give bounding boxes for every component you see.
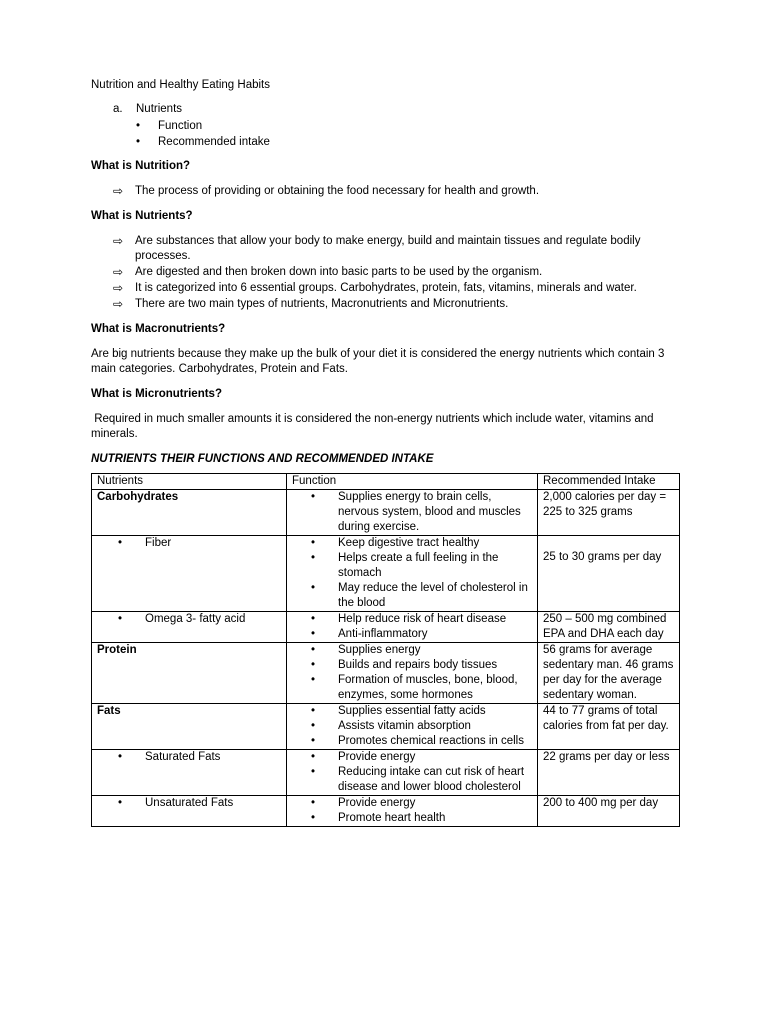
table-header-row xyxy=(92,474,680,490)
outline-subitem: • Recommended intake xyxy=(136,136,270,148)
arrow-right-icon: ⇨ xyxy=(113,234,124,248)
bullet-icon: • xyxy=(118,797,123,809)
bullet-icon: • xyxy=(311,751,316,763)
intake-cell: 56 grams for average sedentary man. 46 grams per day for the average sedentary woman. xyxy=(538,643,680,704)
section-question: What is Nutrients? xyxy=(91,210,193,222)
section-paragraph: Are big nutrients because they make up the bulk of your diet it is considered the energy nutrients which contain 3 main categories. Carbohydrates, Protein and Fats. xyxy=(91,348,665,375)
section-paragraph: Required in much smaller amounts it is considered the non-energy nutrients which include water, vitamins and minerals. xyxy=(91,413,657,440)
bullet-icon: • xyxy=(311,491,316,503)
topic-outline xyxy=(91,102,681,150)
intake-cell: 44 to 77 grams of total calories from fat per day. xyxy=(538,704,680,750)
bullet-icon: • xyxy=(118,613,123,625)
arrow-right-icon: ⇨ xyxy=(113,297,124,311)
intake-cell: 2,000 calories per day = 225 to 325 grams xyxy=(538,490,680,536)
table-row xyxy=(92,490,680,536)
document-title: Nutrition and Healthy Eating Habits xyxy=(91,79,270,91)
table-heading: NUTRIENTS THEIR FUNCTIONS AND RECOMMENDED INTAKE xyxy=(91,453,434,465)
bullet-icon: • xyxy=(311,766,316,778)
nutrient-cell: Protein xyxy=(92,643,287,704)
function-cell: • Help reduce risk of heart disease • Anti-inflammatory xyxy=(287,612,538,643)
table-row xyxy=(92,643,680,704)
document-page xyxy=(91,78,681,827)
bullet-icon: • xyxy=(311,735,316,747)
bullet-icon: • xyxy=(311,644,316,656)
nutrient-cell: Carbohydrates xyxy=(92,490,287,536)
arrow-right-icon: ⇨ xyxy=(113,281,124,295)
table-row xyxy=(92,536,680,612)
bullet-icon: • xyxy=(118,537,123,549)
column-header: Nutrients xyxy=(92,474,287,490)
bullet-icon: • xyxy=(311,613,316,625)
bullet-icon: • xyxy=(311,659,316,671)
arrow-right-icon: ⇨ xyxy=(113,184,124,198)
intake-cell: 22 grams per day or less xyxy=(538,750,680,796)
bullet-icon: • xyxy=(118,751,123,763)
nutrient-cell: • Unsaturated Fats xyxy=(92,796,287,827)
function-cell: • Supplies energy • Builds and repairs body tissues • Formation of muscles, bone, blood, enzymes, some hormones xyxy=(287,643,538,704)
intake-cell: 25 to 30 grams per day xyxy=(538,536,680,612)
bullet-icon: • xyxy=(311,552,316,564)
outline-item xyxy=(91,102,681,117)
answer-item: ⇨ Are substances that allow your body to make energy, build and maintain tissues and regulate bodily processes. xyxy=(91,234,681,264)
nutrient-cell: • Saturated Fats xyxy=(92,750,287,796)
function-cell: • Keep digestive tract healthy • Helps create a full feeling in the stomach • May reduce the level of cholesterol in the blood xyxy=(287,536,538,612)
function-cell: • Supplies energy to brain cells, nervous system, blood and muscles during exercise. xyxy=(287,490,538,536)
bullet-icon: • xyxy=(311,537,316,549)
bullet-icon: • xyxy=(136,136,141,148)
section-question: What is Micronutrients? xyxy=(91,388,222,400)
function-cell: • Supplies essential fatty acids • Assists vitamin absorption • Promotes chemical reactions in cells xyxy=(287,704,538,750)
intake-cell: 250 – 500 mg combined EPA and DHA each day xyxy=(538,612,680,643)
table-row xyxy=(92,612,680,643)
nutrient-cell: • Omega 3- fatty acid xyxy=(92,612,287,643)
intake-cell: 200 to 400 mg per day xyxy=(538,796,680,827)
table-row xyxy=(92,796,680,827)
outline-label: Nutrients xyxy=(136,103,183,115)
bullet-icon: • xyxy=(311,720,316,732)
section-question: What is Macronutrients? xyxy=(91,323,226,335)
bullet-icon: • xyxy=(311,628,316,640)
answer-list xyxy=(91,234,681,312)
nutrients-table xyxy=(91,473,680,827)
nutrient-cell: • Fiber xyxy=(92,536,287,612)
answer-item: ⇨ It is categorized into 6 essential groups. Carbohydrates, protein, fats, vitamins, minerals and water. xyxy=(91,281,681,296)
outline-sublist xyxy=(91,118,681,150)
outline-subitem: • Function xyxy=(136,120,203,132)
function-cell: • Provide energy • Reducing intake can cut risk of heart disease and lower blood cholesterol xyxy=(287,750,538,796)
outline-marker: a. xyxy=(113,103,123,115)
column-header: Function xyxy=(287,474,538,490)
answer-item: ⇨ Are digested and then broken down into basic parts to be used by the organism. xyxy=(91,265,681,280)
bullet-icon: • xyxy=(136,120,141,132)
arrow-right-icon: ⇨ xyxy=(113,265,124,279)
answer-list xyxy=(91,184,681,199)
bullet-icon: • xyxy=(311,705,316,717)
table-row xyxy=(92,750,680,796)
nutrient-cell: Fats xyxy=(92,704,287,750)
bullet-icon: • xyxy=(311,582,316,594)
bullet-icon: • xyxy=(311,812,316,824)
column-header: Recommended Intake xyxy=(538,474,680,490)
function-cell: • Provide energy • Promote heart health xyxy=(287,796,538,827)
table-row xyxy=(92,704,680,750)
answer-item: ⇨ The process of providing or obtaining the food necessary for health and growth. xyxy=(91,184,681,199)
bullet-icon: • xyxy=(311,797,316,809)
section-question: What is Nutrition? xyxy=(91,160,191,172)
bullet-icon: • xyxy=(311,674,316,686)
answer-item: ⇨ There are two main types of nutrients, Macronutrients and Micronutrients. xyxy=(91,297,681,312)
